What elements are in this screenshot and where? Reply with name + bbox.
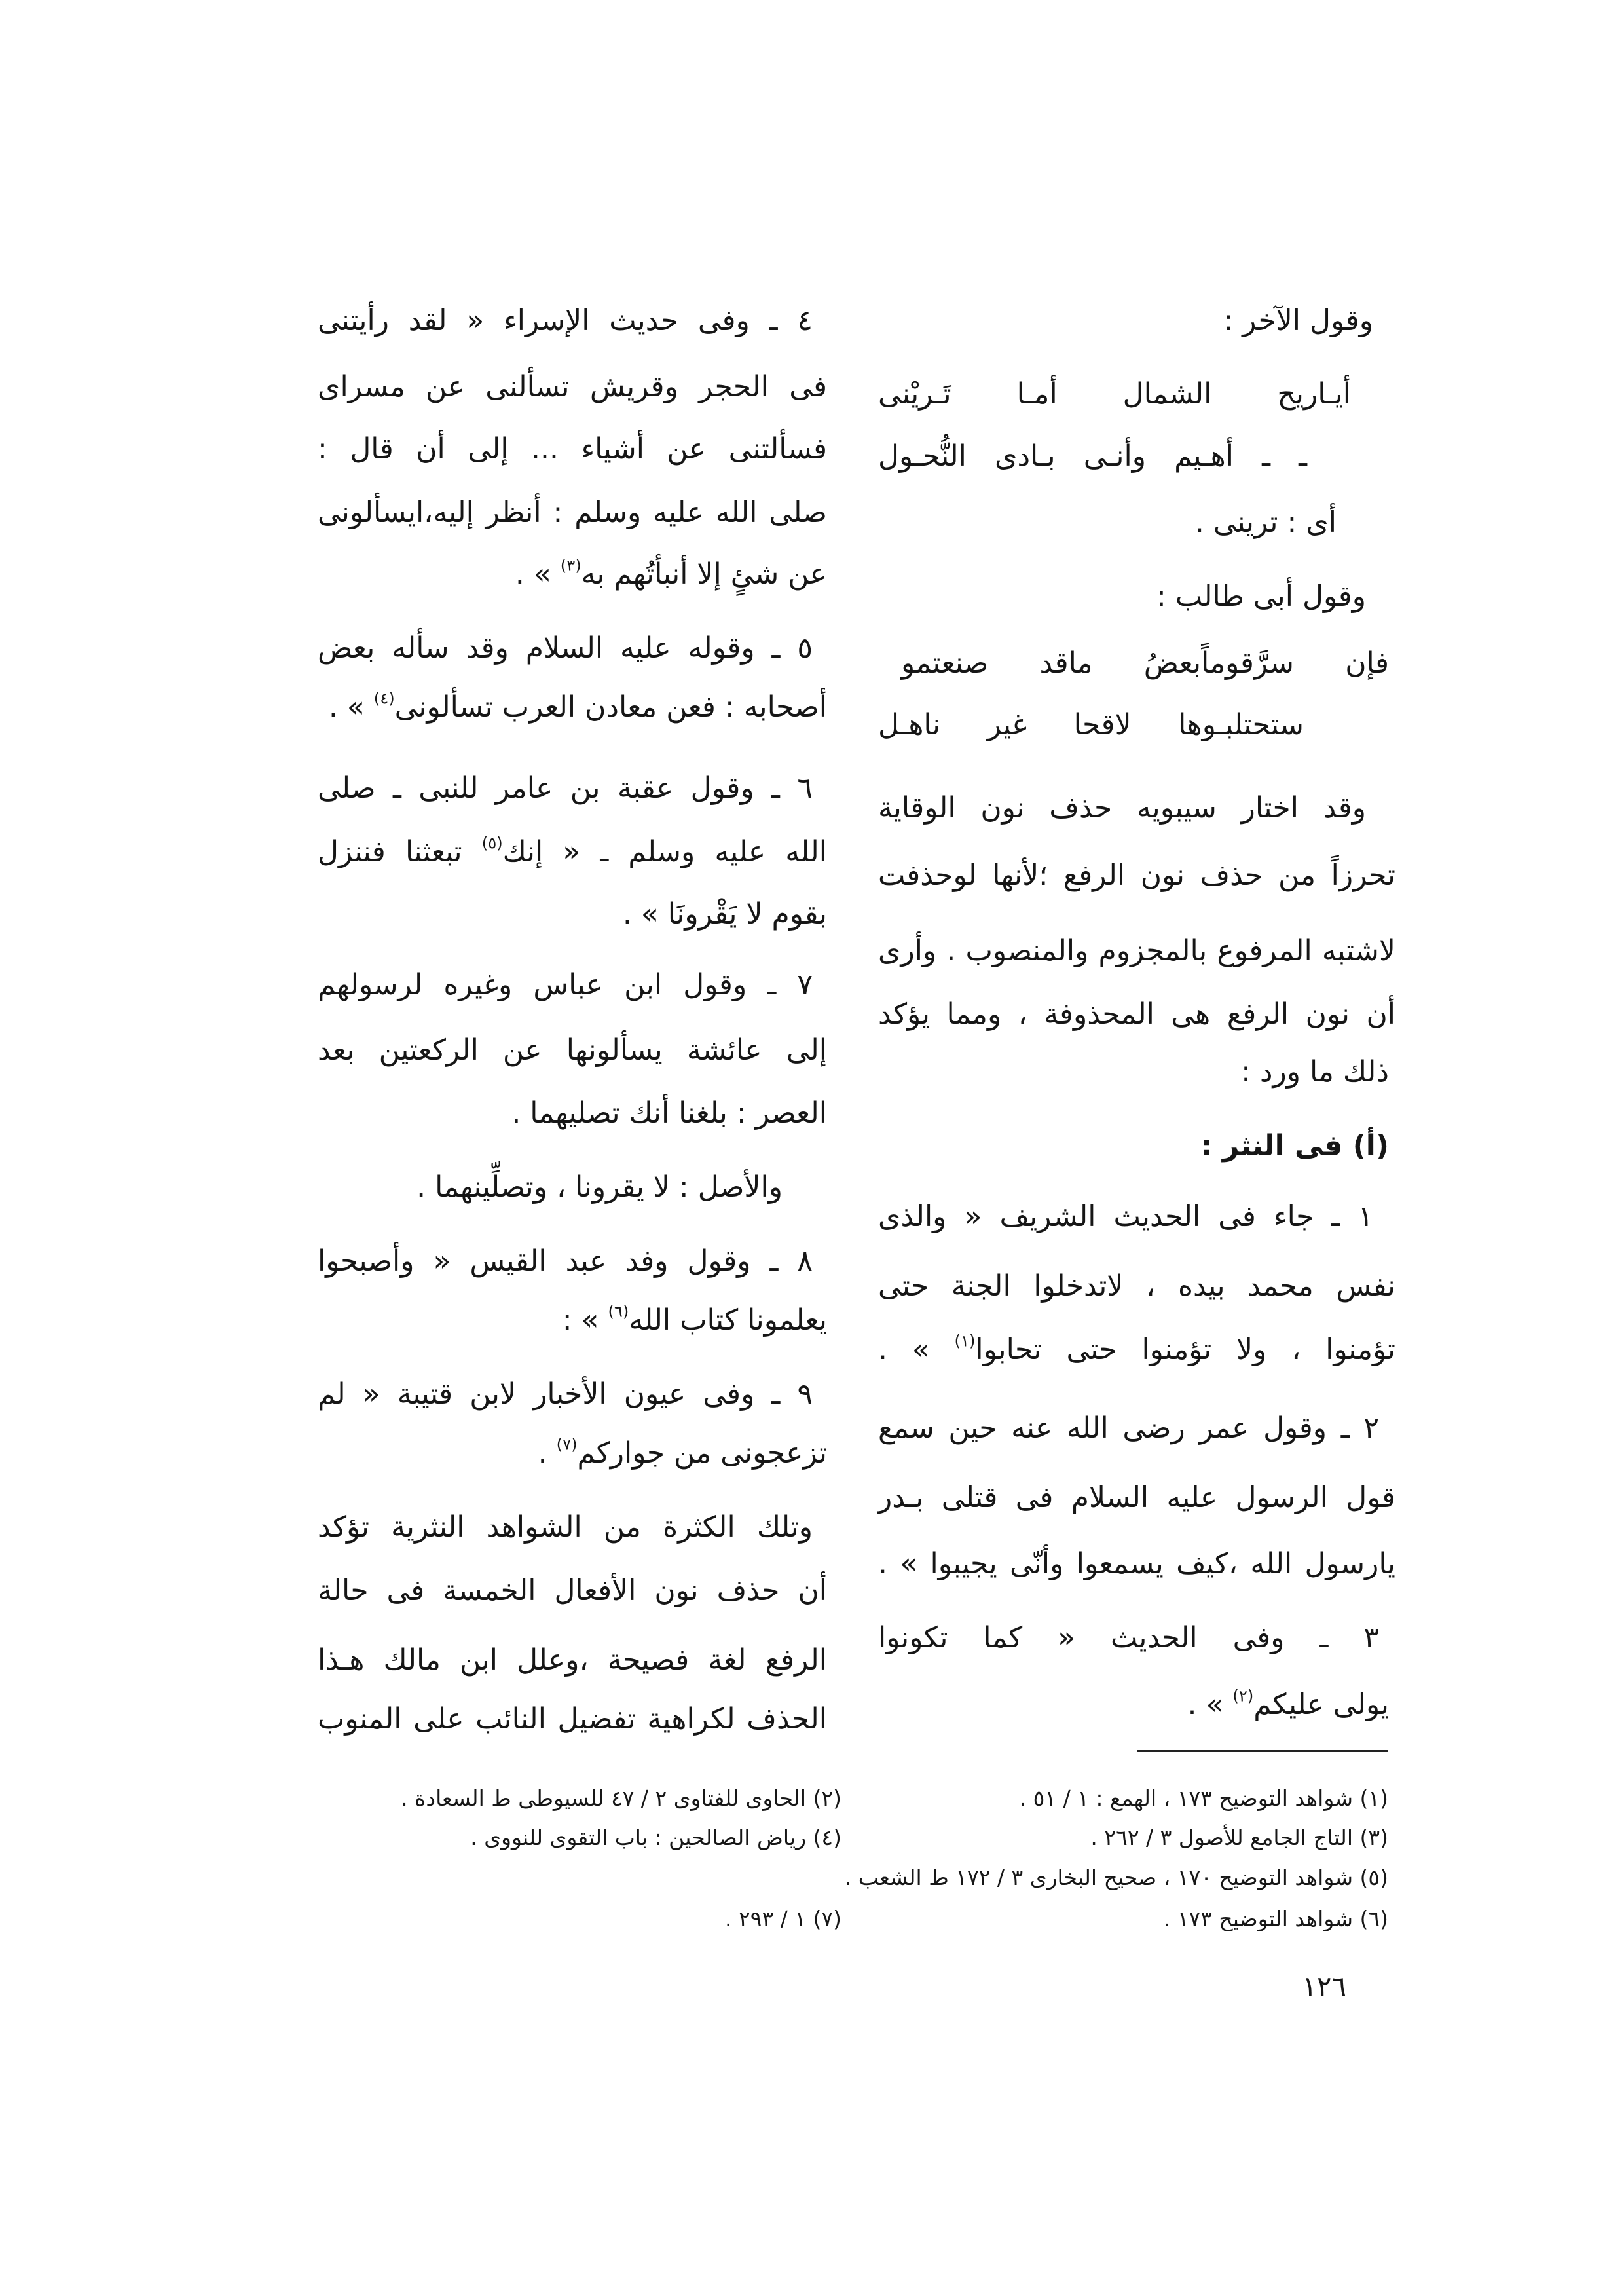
text-line: الحذف لكراهية تفضيل النائب على المنوب <box>318 1702 827 1736</box>
text-line: الرفع لغة فصيحة ،وعلل ابن مالك هـذا <box>318 1643 827 1677</box>
line-text: الله عليه وسلم ـ « إنك <box>502 835 827 868</box>
text-line: ٤ ـ وفى حديث الإسراء « لقد رأيتنى <box>318 304 813 337</box>
footnote-7: (٧) ١ / ٢٩٣ . <box>725 1906 841 1931</box>
text-line: صلى الله عليه وسلم : أنظر إليه،ايسألونى <box>318 496 827 529</box>
text-line: وقد اختار سيبويه حذف نون الوقاية <box>878 791 1366 825</box>
text-line <box>878 1328 1395 1371</box>
text-line: وقول أبى طالب : <box>1156 580 1366 613</box>
footnote-2: (٢) الحاوى للفتاوى ٢ / ٤٧ للسيوطى ط السعادة . <box>401 1785 841 1811</box>
text-line <box>318 1432 827 1475</box>
text-line: ذلك ما ورد : <box>1241 1055 1389 1089</box>
text-line: ٧ ـ وقول ابن عباس وغيره لرسولهم <box>318 968 813 1001</box>
line-text: » . <box>328 690 374 724</box>
line-text: أصحابه : فعن معادن العرب تسألونى <box>394 690 827 724</box>
text-line: ٨ ـ وقول وفد عبد القيس « وأصبحوا <box>318 1244 813 1278</box>
text-line: بقوم لا يَقْرونَا » . <box>622 897 827 931</box>
text-line <box>318 1299 827 1342</box>
footnote-separator <box>1137 1750 1388 1752</box>
line-text: تبعثنا فننزل <box>318 835 482 868</box>
text-line: وتلك الكثرة من الشواهد النثرية تؤكد <box>318 1510 813 1544</box>
footnote-marker: (٢) <box>1232 1687 1254 1706</box>
text-line: العصر : بلغنا أنك تصليهما . <box>511 1096 827 1130</box>
footnote-3: (٣) التاج الجامع للأصول ٣ / ٢٦٢ . <box>1090 1825 1388 1850</box>
text-line: ٦ ـ وقول عقبة بن عامر للنبى ـ صلى <box>318 772 813 805</box>
poetry-line: فإن سرَّقوماًبعضُ ماقد صنعتمو <box>901 646 1389 680</box>
text-line: لاشتبه المرفوع بالمجزوم والمنصوب . وأرى <box>878 934 1395 967</box>
text-line: إلى عائشة يسألونها عن الركعتين بعد <box>318 1034 827 1067</box>
line-text: يعلمونا كتاب الله <box>629 1303 827 1337</box>
poetry-line: أيـاريح الشمال أمـا تَـريْنى <box>878 377 1351 411</box>
text-line <box>878 1683 1395 1726</box>
text-line: والأصل : لا يقرونا ، وتصلِّينهما . <box>416 1170 783 1204</box>
footnote-5: (٥) شواهد التوضيح ١٧٠ ، صحيح البخارى ٣ / ١٧٢ ط الشعب . <box>844 1865 1388 1890</box>
page-number: ١٢٦ <box>1302 1970 1346 2002</box>
text-line: فسألتنى عن أشياء ... إلى أن قال : <box>318 432 827 466</box>
text-line <box>318 830 827 874</box>
text-line: ٩ ـ وفى عيون الأخبار لابن قتيبة « لم <box>318 1377 813 1411</box>
footnote-marker: (٤) <box>373 689 395 708</box>
footnote-marker: (٦) <box>608 1302 629 1321</box>
text-line: قول الرسول عليه السلام فى قتلى بـدر <box>878 1481 1395 1514</box>
text-line: ٥ ـ وقوله عليه السلام وقد سأله بعض <box>318 631 813 665</box>
line-text: » : <box>562 1303 608 1337</box>
text-line: ١ ـ جاء فى الحديث الشريف « والذى <box>878 1200 1373 1233</box>
footnote-marker: (٣) <box>560 556 581 575</box>
text-line <box>318 553 827 596</box>
line-text: » . <box>878 1333 955 1366</box>
line-text: . <box>538 1436 557 1470</box>
line-text: يولى عليكم <box>1253 1688 1389 1721</box>
text-line: ٣ ـ وفى الحديث « كما تكونوا <box>878 1621 1379 1654</box>
text-line: أى : ترينى . <box>1194 506 1337 539</box>
footnote-marker: (٧) <box>556 1435 578 1454</box>
line-text: » . <box>1187 1688 1233 1721</box>
line-text: تزعجونى من جواركم <box>577 1436 827 1470</box>
poetry-line: ـ ـ أهـيم وأنـى بـادى النُّحـول <box>878 439 1307 473</box>
text-line: أن حذف نون الأفعال الخمسة فى حالة <box>318 1574 827 1607</box>
text-line <box>318 686 827 729</box>
line-text: تؤمنوا ، ولا تؤمنوا حتى تحابوا <box>975 1333 1395 1366</box>
footnote-marker: (٥) <box>481 834 503 853</box>
footnote-6: (٦) شواهد التوضيح ١٧٣ . <box>1163 1906 1388 1931</box>
section-heading: (أ) فى النثر : <box>1200 1129 1389 1163</box>
text-line: فى الحجر وقريش تسألنى عن مسراى <box>318 370 827 403</box>
text-line: أن نون الرفع هى المحذوفة ، ومما يؤكد <box>878 998 1395 1031</box>
line-text: عن شئٍ إلا أنبأتُهم به <box>581 557 827 591</box>
text-line: يارسول الله ،كيف يسمعوا وأنّى يجيبوا » . <box>878 1547 1395 1580</box>
footnote-marker: (١) <box>954 1332 976 1351</box>
right-column <box>878 0 1395 2295</box>
line-text: » . <box>515 557 561 591</box>
text-line: ٢ ـ وقول عمر رضى الله عنه حين سمع <box>878 1411 1379 1445</box>
footnote-1: (١) شواهد التوضيح ١٧٣ ، الهمع : ١ / ٥١ . <box>1019 1785 1388 1811</box>
poetry-line: ستحتلبـوها لاقحا غير ناهـل <box>878 708 1304 741</box>
text-line: نفس محمد بيده ، لاتدخلوا الجنة حتى <box>878 1269 1395 1303</box>
text-line: وقول الآخر : <box>1223 304 1373 337</box>
text-line: تحرزاً من حذف نون الرفع ؛لأنها لوحذفت <box>878 859 1395 892</box>
footnote-4: (٤) رياض الصالحين : باب التقوى للنووى . <box>470 1825 841 1850</box>
left-column <box>318 0 827 2295</box>
